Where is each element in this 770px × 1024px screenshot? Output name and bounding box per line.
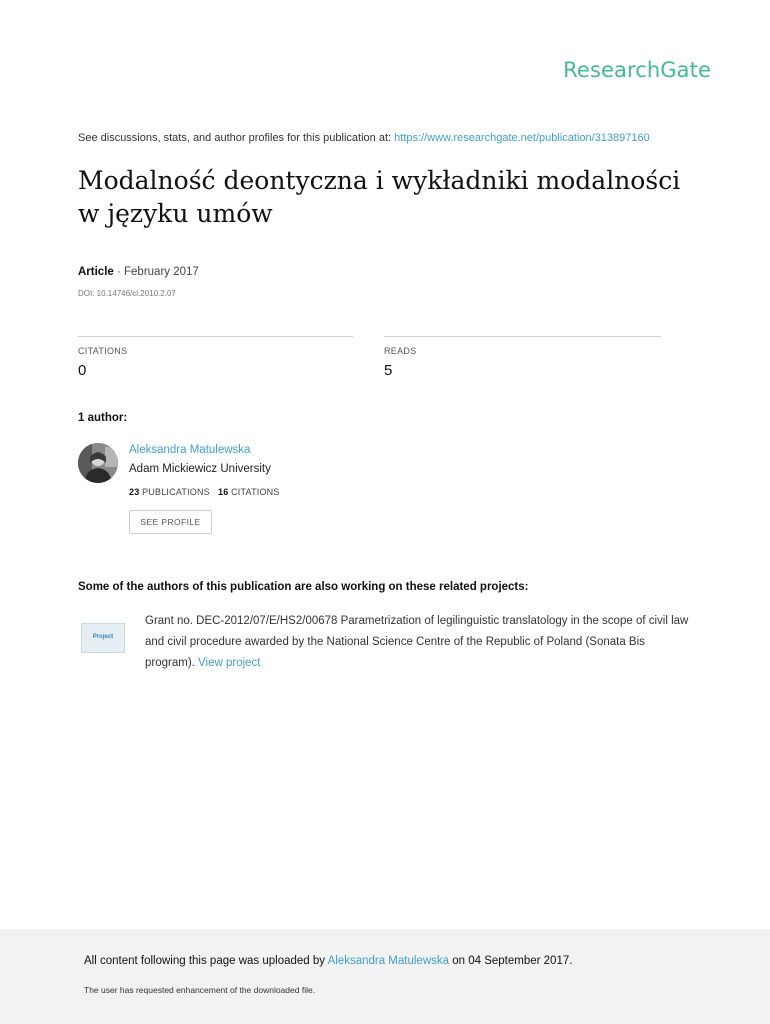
- researchgate-logo[interactable]: ResearchGate: [563, 58, 711, 82]
- related-projects-heading: Some of the authors of this publication are also working on these related projects:: [78, 581, 529, 593]
- project-description: [145, 611, 690, 674]
- upload-prefix: All content following this page was uploaded by: [84, 955, 328, 967]
- citations-divider: [78, 336, 353, 337]
- publications-count: 23: [129, 487, 140, 497]
- publication-url-link[interactable]: https://www.researchgate.net/publication/313897160: [394, 132, 650, 144]
- view-project-link[interactable]: View project: [198, 657, 261, 669]
- author-counts: [129, 487, 280, 497]
- citations-label: CITATIONS: [78, 346, 128, 356]
- reads-value: 5: [384, 362, 393, 379]
- authors-heading: 1 author:: [78, 412, 128, 424]
- publication-title: [78, 164, 718, 230]
- discussion-line: [78, 132, 650, 144]
- publication-meta: [78, 266, 199, 278]
- publication-doi: DOI: 10.14746/cl.2010.2.07: [78, 289, 176, 298]
- title-line-2: w języku umów: [78, 199, 273, 228]
- publications-label: PUBLICATIONS: [139, 487, 210, 497]
- project-thumbnail[interactable]: [81, 623, 125, 653]
- project-thumb-label: Project: [92, 634, 114, 640]
- uploader-link[interactable]: Aleksandra Matulewska: [327, 955, 450, 967]
- enhancement-note: The user has requested enhancement of the downloaded file.: [84, 985, 316, 995]
- author-citations-count: 16: [217, 487, 229, 497]
- publication-date: · February 2017: [113, 266, 199, 278]
- project-text: Grant no. DEC-2012/07/E/HS2/00678 Parametrization of legilinguistic translatology in the scope of civil law and civil procedure awarded by the National Science Centre of the Republic of Poland (Sonata Bis program).: [145, 615, 689, 669]
- see-profile-button[interactable]: SEE PROFILE: [129, 510, 212, 534]
- author-affiliation: Adam Mickiewicz University: [129, 463, 271, 475]
- reads-label: READS: [384, 346, 417, 356]
- author-avatar[interactable]: [78, 443, 118, 483]
- publication-type: Article: [78, 266, 114, 278]
- author-name-link[interactable]: Aleksandra Matulewska: [129, 444, 251, 456]
- citations-value: 0: [78, 362, 87, 379]
- upload-suffix: on 04 September 2017.: [449, 955, 573, 967]
- reads-divider: [384, 336, 661, 337]
- upload-notice: [84, 955, 572, 967]
- footer-bar: [0, 929, 770, 1024]
- title-line-1: Modalność deontyczna i wykładniki modalności: [78, 166, 681, 195]
- avatar-photo-icon: [78, 443, 118, 483]
- author-citations-label: CITATIONS: [228, 487, 280, 497]
- discussion-prefix: See discussions, stats, and author profiles for this publication at:: [78, 132, 395, 144]
